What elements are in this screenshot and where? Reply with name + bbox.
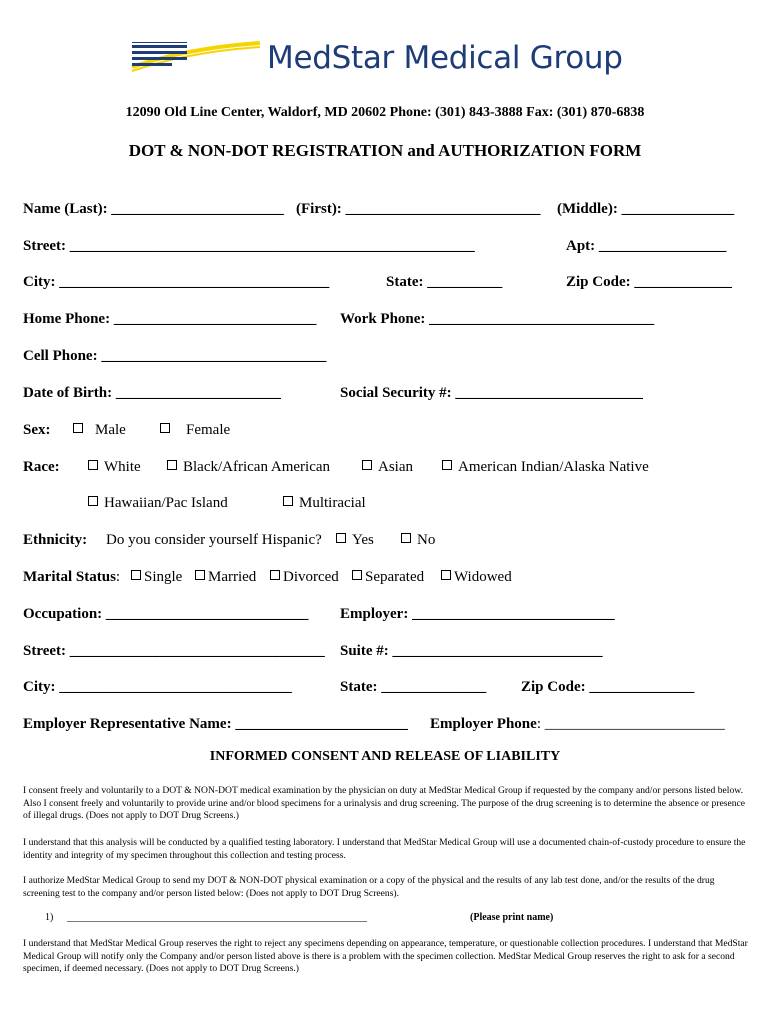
sex-female-option[interactable] (160, 422, 230, 439)
checkbox-icon[interactable] (401, 533, 411, 543)
marital-married-label: Married (208, 569, 257, 585)
checkbox-icon[interactable] (73, 423, 83, 433)
race-black-label: Black/African American (183, 459, 331, 475)
street-field[interactable]: Street: ______________________________________________________ (23, 238, 475, 254)
employer-zip-field[interactable]: Zip Code: ______________ (521, 679, 695, 695)
ssn-field[interactable]: Social Security #: _________________________ (340, 385, 643, 401)
sex-female-label: Female (186, 422, 231, 438)
suite-field[interactable]: Suite #: ____________________________ (340, 643, 603, 659)
race-hawaiian-option[interactable] (88, 495, 228, 512)
race-hawaiian-label: Hawaiian/Pac Island (104, 495, 228, 511)
name-last-field[interactable]: Name (Last): _______________________ (23, 201, 284, 217)
header-address: 12090 Old Line Center, Waldorf, MD 20602 Phone: (301) 843-3888 Fax: (301) 870-6838 (125, 105, 645, 120)
race-multi-label: Multiracial (299, 495, 366, 511)
checkbox-icon[interactable] (270, 570, 280, 580)
race-multi-option[interactable] (283, 495, 366, 512)
marital-single-label: Single (144, 569, 183, 585)
employer-street-field[interactable]: Street: __________________________________ (23, 643, 325, 659)
consent-paragraph-2: I understand that this analysis will be conducted by a qualified testing laboratory. I understand that MedStar Medical Group will use a documented chain-of-custody procedure to ensure the identity and integrity of my specimen throughout this collection and testing process. (23, 837, 746, 861)
marital-widowed-label: Widowed (454, 569, 512, 585)
checkbox-icon[interactable] (441, 570, 451, 580)
logo-text: MedStar Medical Group (267, 40, 623, 76)
race-white-label: White (104, 459, 141, 475)
checkbox-icon[interactable] (88, 496, 98, 506)
sex-male-label: Male (95, 422, 126, 438)
employer-field[interactable]: Employer: ___________________________ (340, 606, 615, 622)
marital-divorced-option[interactable] (270, 569, 339, 586)
race-label: Race: (23, 459, 60, 475)
sex-male-option[interactable] (73, 422, 126, 439)
form-title: DOT & NON-DOT REGISTRATION and AUTHORIZATION FORM (128, 141, 642, 160)
marital-single-option[interactable] (131, 569, 182, 586)
consent-paragraph-3: I authorize MedStar Medical Group to send my DOT & NON-DOT physical examination or a copy of the physical and the results of any lab test done, and/or the results of the drug screening test to the company and/or person listed below: (Does not apply to DOT Drug Screens). (23, 875, 715, 899)
consent-title: INFORMED CONSENT AND RELEASE OF LIABILITY (209, 749, 561, 764)
home-phone-field[interactable]: Home Phone: ___________________________ (23, 311, 317, 327)
ethnicity-no-label: No (417, 532, 436, 548)
marital-label: Marital Status: (23, 569, 121, 585)
zip-field[interactable]: Zip Code: _____________ (566, 274, 732, 290)
ethnicity-no-option[interactable] (401, 532, 435, 549)
state-field[interactable]: State: __________ (386, 274, 503, 290)
name-middle-field[interactable]: (Middle): _______________ (557, 201, 735, 217)
ethnicity-label: Ethnicity: (23, 532, 88, 548)
checkbox-icon[interactable] (352, 570, 362, 580)
checkbox-icon[interactable] (336, 533, 346, 543)
ethnicity-question: Do you consider yourself Hispanic? (106, 532, 322, 548)
ethnicity-yes-option[interactable] (336, 532, 374, 549)
race-white-option[interactable] (88, 459, 141, 476)
marital-separated-option[interactable] (352, 569, 424, 586)
employer-state-field[interactable]: State: ______________ (340, 679, 487, 695)
race-asian-label: Asian (378, 459, 413, 475)
work-phone-field[interactable]: Work Phone: ______________________________ (340, 311, 655, 327)
race-asian-option[interactable] (362, 459, 413, 476)
checkbox-icon[interactable] (195, 570, 205, 580)
occupation-field[interactable]: Occupation: ___________________________ (23, 606, 309, 622)
consent-paragraph-1: I consent freely and voluntarily to a DOT & NON-DOT medical examination by the physician on duty at MedStar Medical Group if requested by the company and/or persons listed below. Also I consent freely and voluntarily to provide urine and/or blood specimens for a urinalysis and drug screening. The purpose of the drug screening is to determine the absence or presence of illegal drugs. (Does not apply to DOT Drug Screens.) (23, 785, 746, 822)
race-black-option[interactable] (167, 459, 330, 476)
race-native-label: American Indian/Alaska Native (458, 459, 649, 475)
checkbox-icon[interactable] (283, 496, 293, 506)
checkbox-icon[interactable] (131, 570, 141, 580)
marital-separated-label: Separated (365, 569, 425, 585)
print-name-field[interactable]: ____________________________________________________________ (67, 912, 367, 923)
apt-field[interactable]: Apt: _________________ (566, 238, 727, 254)
checkbox-icon[interactable] (160, 423, 170, 433)
cell-phone-field[interactable]: Cell Phone: ______________________________ (23, 348, 327, 364)
ethnicity-yes-label: Yes (352, 532, 374, 548)
consent-paragraph-4: I understand that MedStar Medical Group reserves the right to reject any specimens depending on appearance, temperature, or questionable collection procedures. I understand that MedStar Medical Group will notify only the Company and/or person listed above is there is a problem with the specimen collection. MedStar Medical Group reserves the right to ask for a second specimen, if deemed necessary. (Does not apply to DOT Drug Screens.) (23, 938, 748, 975)
checkbox-icon[interactable] (442, 460, 452, 470)
item-number: 1) (45, 912, 54, 923)
marital-widowed-option[interactable] (441, 569, 512, 586)
sex-label: Sex: (23, 422, 51, 438)
checkbox-icon[interactable] (88, 460, 98, 470)
employer-rep-field[interactable]: Employer Representative Name: _______________________ (23, 716, 408, 732)
marital-divorced-label: Divorced (283, 569, 339, 585)
dob-field[interactable]: Date of Birth: ______________________ (23, 385, 281, 401)
city-field[interactable]: City: ____________________________________ (23, 274, 330, 290)
print-name-hint: (Please print name) (470, 912, 554, 923)
employer-city-field[interactable]: City: _______________________________ (23, 679, 292, 695)
checkbox-icon[interactable] (167, 460, 177, 470)
race-native-option[interactable] (442, 459, 649, 476)
marital-married-option[interactable] (195, 569, 256, 586)
employer-phone-field[interactable]: Employer Phone: ________________________ (430, 716, 725, 732)
checkbox-icon[interactable] (362, 460, 372, 470)
name-first-field[interactable]: (First): __________________________ (296, 201, 541, 217)
logo-mark-icon (130, 40, 262, 72)
